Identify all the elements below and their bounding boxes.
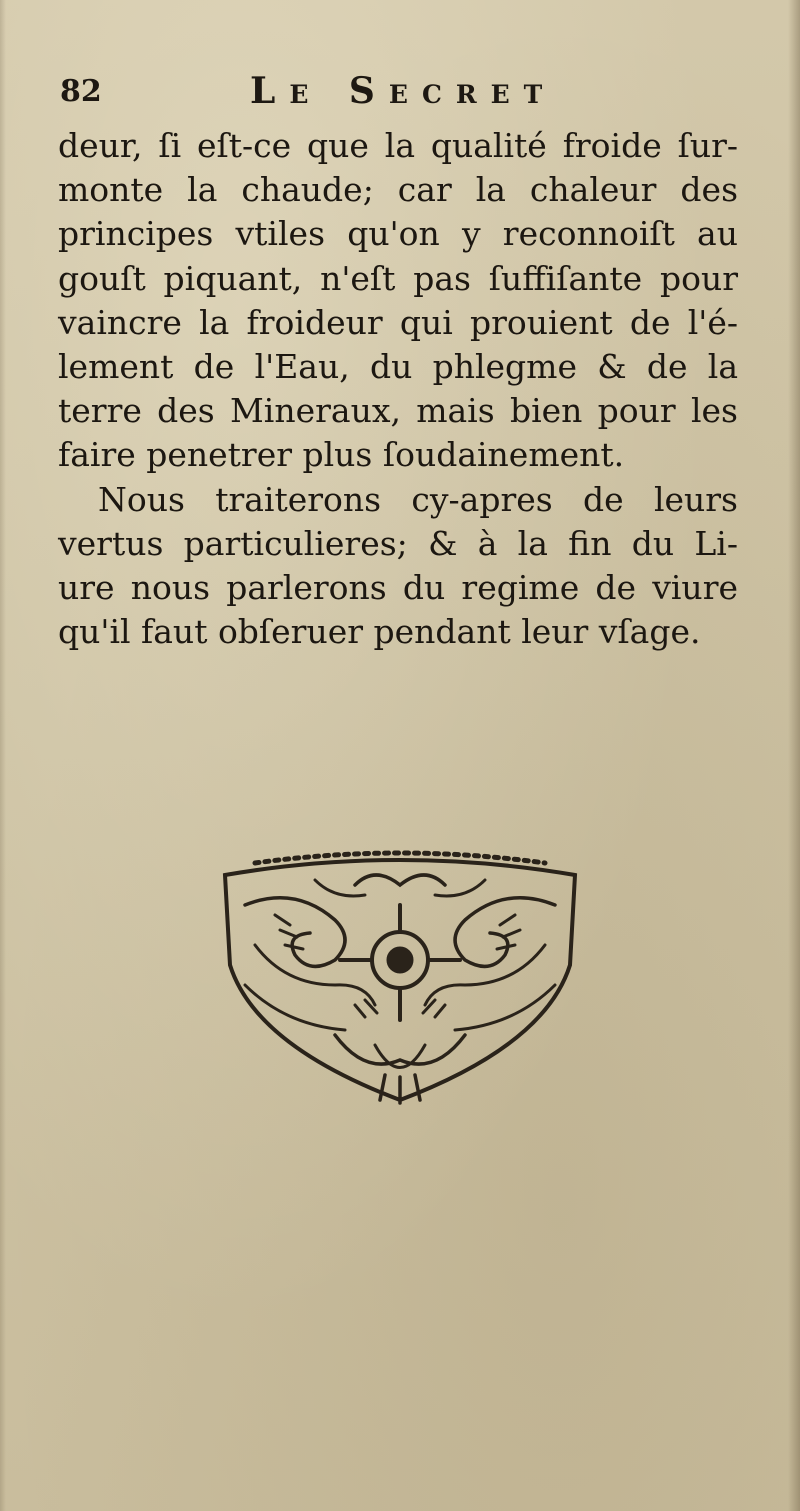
page-right-edge <box>788 0 800 1511</box>
page-left-edge <box>0 0 6 1511</box>
text-line: principes vtiles qu'on y reconnoiſt au <box>58 214 738 254</box>
body-text <box>58 124 738 654</box>
tailpiece-ornament-icon <box>215 845 585 1105</box>
text-line: lement de l'Eau, du phlegme & de la <box>58 346 738 386</box>
text-line: vaincre la froideur qui prouient de l'é- <box>58 302 738 342</box>
page-header <box>60 70 740 114</box>
page-number: 82 <box>60 74 102 109</box>
text-line: vertus particulieres; & à la fin du Li- <box>58 523 738 563</box>
running-head: Le Secret <box>250 70 557 112</box>
text-line: terre des Mineraux, mais bien pour les <box>58 391 738 431</box>
text-line: qu'il faut obſeruer pendant leur vſage. <box>58 612 701 652</box>
text-line: Nous traiterons cy-apres de leurs <box>98 479 738 519</box>
text-line: ure nous parlerons du regime de viure <box>58 567 738 607</box>
text-line: faire penetrer plus ſoudainement. <box>58 435 625 475</box>
text-line: gouſt piquant, n'eſt pas ſuffiſante pour <box>58 258 738 298</box>
text-line: monte la chaude; car la chaleur des <box>58 170 738 210</box>
text-line: deur, ſi eſt-ce que la qualité froide ſur- <box>58 126 738 165</box>
